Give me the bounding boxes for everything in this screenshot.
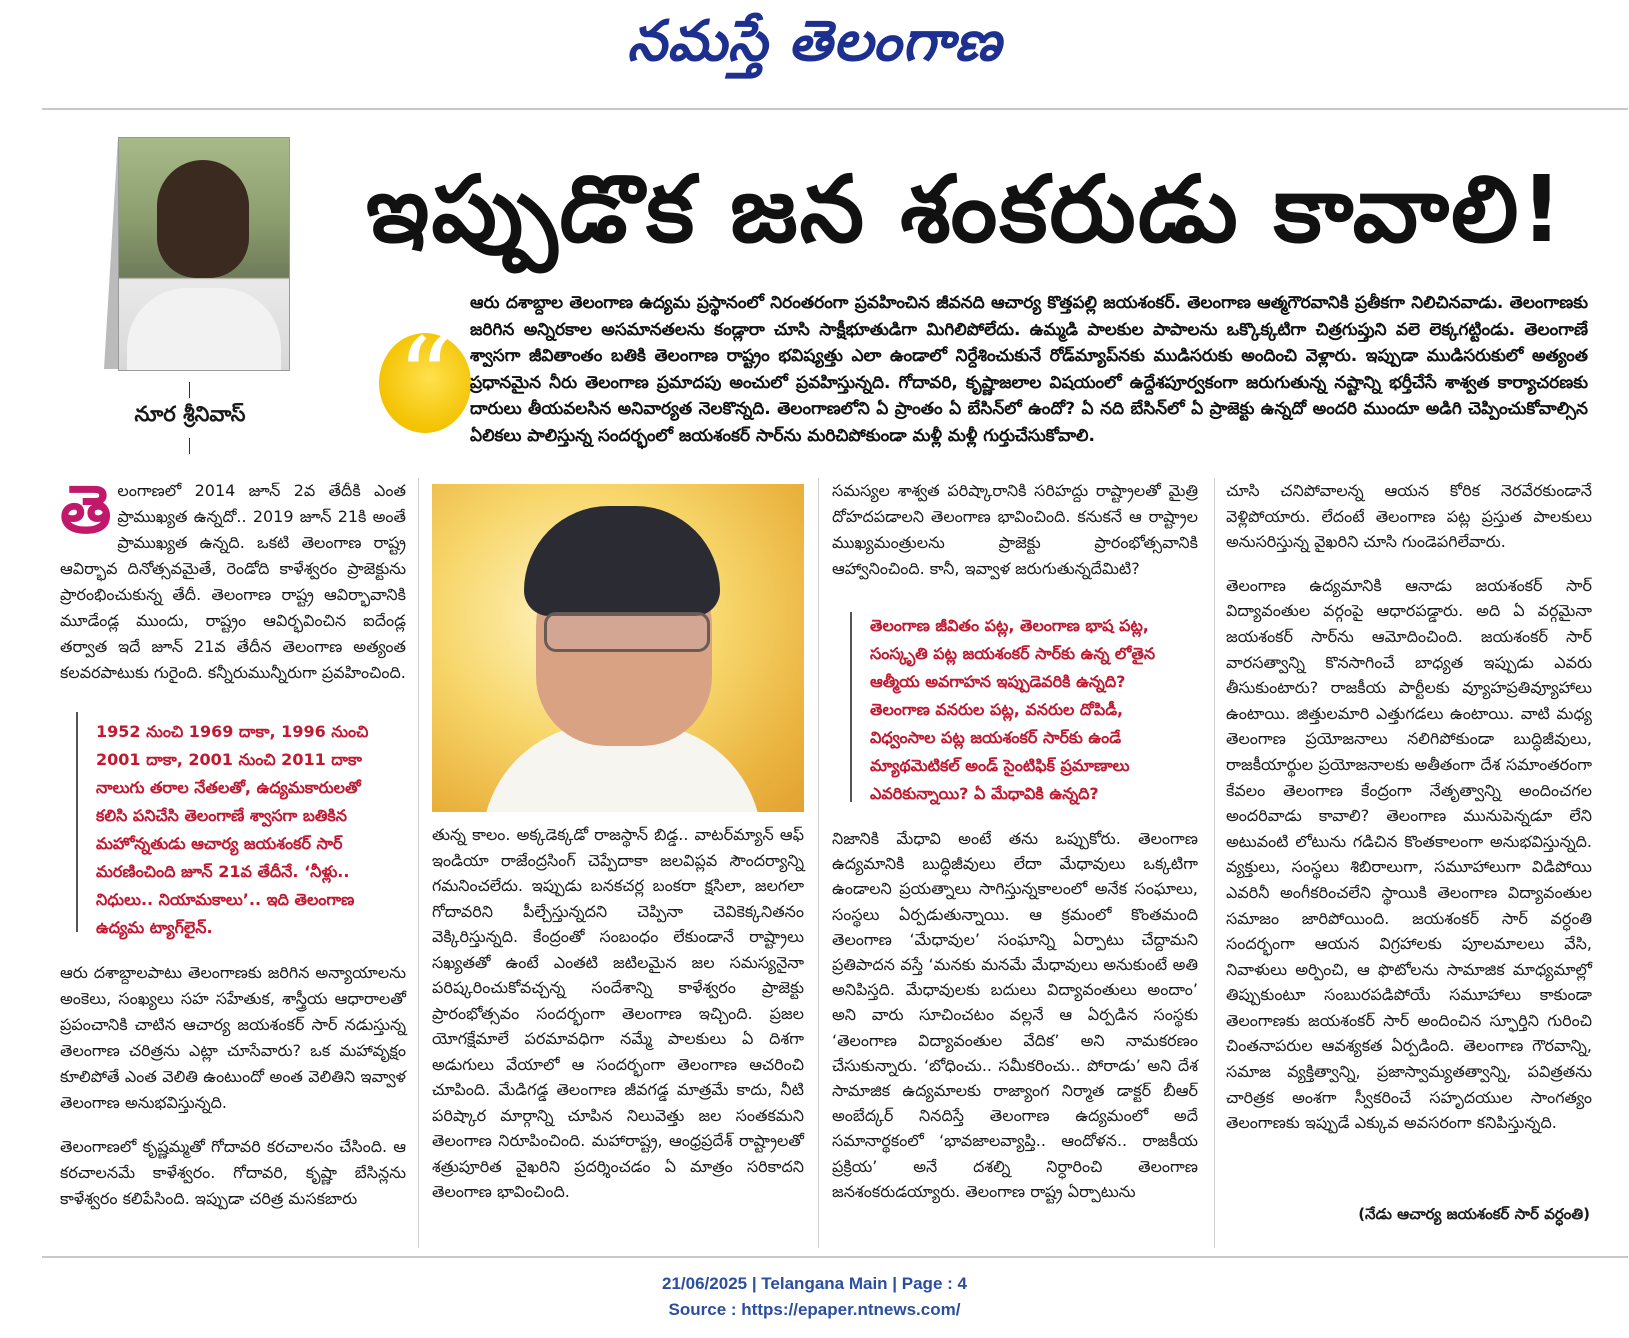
column-1-para-1-text: లంగాణలో 2014 జూన్ 2వ తేదీకి ఎంత ప్రాముఖ్యత ఉన్నదో.. 2019 జూన్ 21కి అంతే ప్రాముఖ్యత ఉన్నది. ఒకటి తెలంగాణ రాష్ట్ర ఆవిర్భావ దినోత్సవమైతే, రెండోది కాళేశ్వరం ప్రాజెక్టును ప్రారంభించుకున్న తేదీ. తెలంగాణ రాష్ట్ర ఆవిర్భావానికి మూడేండ్ల ముందు, రాష్ట్రం ఆవిర్భవించిన ఐదేండ్ల తర్వాత ఇదే జూన్ 21వ తేదీన తెలంగాణ అత్యంత కలవరపాటుకు గురైంది. కన్నీరుమున్నీరుగా ప్రవహించింది. — [60, 481, 406, 682]
masthead-logo: నమస్తే తెలంగాణ — [627, 8, 1002, 74]
photo-accent — [104, 137, 118, 369]
photo-glasses — [544, 612, 710, 652]
jayashankar-photo — [432, 484, 804, 812]
pullquote-bar-1 — [76, 712, 78, 932]
column-3-lower — [832, 826, 1198, 1222]
drop-cap: తె — [60, 470, 112, 548]
column-4 — [1226, 478, 1592, 1154]
headline: ఇప్పుడొక జన శంకరుడు కావాలి! — [366, 156, 1565, 263]
column-divider-2 — [818, 478, 819, 1248]
author-photo-head — [157, 160, 249, 278]
bottom-divider — [42, 1256, 1628, 1258]
column-1-para-1 — [60, 470, 406, 686]
photo-hair — [524, 506, 720, 616]
footer-edition: 21/06/2025 | Telangana Main | Page : 4 — [662, 1274, 967, 1293]
author-tick-bottom — [189, 438, 190, 454]
author-photo-shirt — [127, 288, 281, 371]
article-credit: (నేడు ఆచార్య జయశంకర్ సార్ వర్ధంతి) — [1358, 1205, 1590, 1223]
author-photo — [118, 137, 290, 371]
column-3-para-1: సమస్యల శాశ్వత పరిష్కారానికి సరిహద్దు రాష్ట్రాలతో మైత్రి దోహదపడాలని తెలంగాణ భావించింది. కనుకనే ఆ రాష్ట్రాల ముఖ్యమంత్రులను ప్రాజెక్టు ప్రారంభోత్సవానికి ఆహ్వానించింది. కానీ, ఇవ్వాళ జరుగుతున్నదేమిటి? — [832, 481, 1198, 578]
column-divider-1 — [418, 478, 419, 1248]
column-2 — [432, 822, 804, 1223]
pullquote-1: 1952 నుంచి 1969 దాకా, 1996 నుంచి 2001 దాకా, 2001 నుంచి 2011 దాకా నాలుగు తరాల నేతలతో, ఉద్యమకారులతో కలిసి పనిచేసి తెలంగాణే శ్వాసగా బతికిన మహోన్నతుడు ఆచార్య జయశంకర్ సార్ మరణించింది జూన్ 21వ తేదీనే. ‘నీళ్లు.. నిధులు.. నియామకాలు’.. ఇది తెలంగాణ ఉద్యమ ట్యాగ్‌లైన్. — [96, 722, 369, 937]
intro-paragraph: ఆరు దశాబ్దాల తెలంగాణ ఉద్యమ ప్రస్థానంలో నిరంతరంగా ప్రవహించిన జీవనది ఆచార్య కొత్తపల్లి జయశంకర్. తెలంగాణ ఆత్మగౌరవానికి ప్రతీకగా నిలిచినవాడు. తెలంగాణకు జరిగిన అన్నిరకాల అసమానతలను కండ్లారా చూసి సాక్షీభూతుడిగా మిగిలిపోలేదు. ఉమ్మడి పాలకుల పాపాలను ఒక్కొక్కటిగా చిత్రగుప్తుని వలె లెక్కగట్టిండు. తెలంగాణే శ్వాసగా జీవితాంతం బతికి తెలంగాణ రాష్ట్రం భవిష్యత్తు ఎలా ఉండాలో నిర్దేశించుకునే రోడ్‌మ్యాప్‌నకు ముడిసరుకు అందించి వెళ్లారు. ఇప్పుడా ముడిసరుకులో అత్యంత ప్రధానమైన నీరు తెలంగాణ ప్రమాదపు అంచులో ప్రవహిస్తున్నది. గోదావరి, కృష్ణాజలాల విషయంలో ఉద్దేశపూర్వకంగా జరుగుతున్న నష్టాన్ని భర్తీచేసే శాశ్వత కార్యాచరణకు దారులు తీయవలసిన అనివార్యత నెలకొన్నది. తెలంగాణలోని ఏ ప్రాంతం ఏ బేసిన్‌లో ఉందో? ఏ నది బేసిన్‌లో ఏ ప్రాజెక్టు ఉన్నదో అందరి ముందూ అడిగి చెప్పించుకోవాల్సిన ఏలికలు పాలిస్తున్న సందర్భంలో జయశంకర్ సార్‌ను మరిచిపోకుండా మళ్లీ మళ్లీ గుర్తుచేసుకోవాలి. — [470, 293, 1588, 446]
column-4-para-2: తెలంగాణ ఉద్యమానికి ఆనాడు జయశంకర్ సార్ విద్యావంతుల వర్గంపై ఆధారపడ్డారు. అది ఏ వర్గమైనా జయశంకర్ సార్‌ను ఆమోదించింది. జయశంకర్ సార్ వారసత్వాన్ని కొనసాగించే బాధ్యత ఇప్పుడు ఎవరు తీసుకుంటారు? రాజకీయ పార్టీలకు వ్యూహప్రతివ్యూహాలు ఉంటాయి. జిత్తులమారి ఎత్తుగడలు ఉంటాయి. వాటి మధ్య తెలంగాణ ప్రయోజనాలు నలిగిపోకుండా బుద్ధిజీవులు, రాజకీయార్థుల ప్రయోజనాలకు అతీతంగా దేశ సమాంతరంగా కేవలం తెలంగాణ కేంద్రంగా నేతృత్వాన్ని అందించగల అందరివాడు కావాలి? తెలంగాణ మునుపెన్నడూ లేని అటువంటి లోటును గడిచిన కొంతకాలంగా అనుభవిస్తున్నది. వ్యక్తులు, సంస్థలు శిబిరాలుగా, సమూహాలుగా విడిపోయి ఎవరినీ అంగీకరించలేని స్థాయికి తెలంగాణ విద్యావంతుల సమాజం జారిపోయింది. జయశంకర్ సార్ వర్ధంతి సందర్భంగా ఆయన విగ్రహాలకు పూలమాలలు వేసి, నివాళులు అర్పించి, ఆ ఫొటోలను సామాజిక మాధ్యమాల్లో తిప్పుకుంటూ సంబురపడిపోయే సమూహాలు కాకుండా తెలంగాణకు జయశంకర్ సార్ అందించిన స్ఫూర్తిని గురించి చింతనాపరుల ఆవశ్యకత ఏర్పడింది. తెలంగాణ గౌరవాన్ని, సమాజ వ్యక్తిత్వాన్ని, ప్రజాస్వామ్యతత్వాన్ని, పవిత్రతను చారిత్రక అంశగా స్వీకరించే సహృదయుల సాంగత్యం తెలంగాణకు ఇప్పుడే ఎక్కువ అవసరంగా కనిపిస్తున్నది. — [1226, 575, 1592, 1133]
column-4-para-1: చూసి చనిపోవాలన్న ఆయన కోరిక నెరవేరకుండానే వెళ్లిపోయారు. లేదంటే తెలంగాణ పట్ల ప్రస్తుత పాలకులు అనుసరిస్తున్న వైఖరిని చూసి గుండెపగిలేవారు. — [1226, 481, 1592, 552]
column-1 — [60, 470, 406, 704]
column-1-lower — [60, 960, 406, 1230]
column-1-para-3: తెలంగాణలో కృష్ణమ్మతో గోదావరి కరచాలనం చేసింది. ఆ కరచాలనమే కాళేశ్వరం. గోదావరి, కృష్ణా బేసిన్లను కాళేశ్వరం కలిపేసింది. ఇప్పుడా చరిత్ర మసకబారు — [60, 1137, 406, 1208]
author-name: నూర శ్రీనివాస్ — [134, 402, 246, 426]
author-tick-top — [189, 382, 190, 398]
pullquote-bar-2 — [850, 612, 852, 802]
column-2-para-1: తున్న కాలం. అక్కడెక్కడో రాజస్థాన్ బిడ్డ.. వాటర్‌మ్యాన్ ఆఫ్ ఇండియా రాజేంద్రసింగ్ చెప్పేదాకా జలవిప్లవ సౌందర్యాన్ని గమనించలేదు. ఇప్పుడు బనకచర్ల బంకరా క్షసిలా, జలగలా గోదావరిని పీల్చేస్తున్నదని చెప్పినా చెవికెక్కనితనం వెక్కిరిస్తున్నది. కేంద్రంతో సంబంధం లేకుండానే రాష్ట్రాలు సఖ్యతతో ఉంటే ఎంతటి జటిలమైన జల సమస్యనైనా పరిష్కరించుకోవచ్చన్న సందేశాన్ని కాళేశ్వరం ప్రాజెక్టు ప్రారంభోత్సవం సందర్భంగా తెలంగాణ ఇచ్చింది. ప్రజల యోగక్షేమాలే పరమావధిగా నమ్మే పాలకులు ఏ దిశగా అడుగులు వేయాలో ఆ సందర్భంగా తెలంగాణ ఆచరించి చూపింది. మేడిగడ్డ తెలంగాణ జీవగడ్డ మాత్రమే కాదు, నీటి పరిష్కార మార్గాన్ని చూపిన నిలువెత్తు జల సంతకమని తెలంగాణ నిరూపించింది. మహారాష్ట్ర, ఆంధ్రప్రదేశ్ రాష్ట్రాలతో శత్రుపూరిత వైఖరిని ప్రదర్శించడం ఏ మాత్రం సరికాదని తెలంగాణ భావించింది. — [432, 825, 804, 1201]
column-3-para-2: నిజానికి మేధావి అంటే తను ఒప్పుకోరు. తెలంగాణ ఉద్యమానికి బుద్ధిజీవులు లేదా మేధావులు ఒక్కటిగా ఉండాలని ప్రయత్నాలు సాగిస్తున్నకాలంలో అనేక సంఘాలు, సంస్థలు ఏర్పడుతున్నాయి. ఆ క్రమంలో కొంతమంది తెలంగాణ ‘మేధావుల’ సంఘాన్ని ఏర్పాటు చేద్దామని ప్రతిపాదన వస్తే ‘మనకు మనమే మేధావులు అనుకుంటే అతి అనిపిస్తది. మేధావులకు బదులు విద్యావంతులు అందాం’ అని వారు సూచించటం వల్లనే ఆ ఏర్పడిన సంస్థకు ‘తెలంగాణ విద్యావంతుల వేదిక’ అని నామకరణం చేసుకున్నారు. ‘బోధించు.. సమీకరించు.. పోరాడు’ అని దేశ సామాజిక ఉద్యమాలకు రాజ్యాంగ నిర్మాత డాక్టర్ బీఆర్ అంబేద్కర్ నినదిస్తే తెలంగాణ ఉద్యమంలో అదే సమానార్థకంలో ‘భావజాలవ్యాప్తి.. ఆందోళన.. రాజకీయ ప్రక్రియ’ అనే దశల్ని నిర్ధారించి తెలంగాణ జనశంకరుడయ్యారు. తెలంగాణ రాష్ట్ర ఏర్పాటును — [832, 829, 1198, 1201]
footer-source: Source : https://epaper.ntnews.com/ — [668, 1300, 961, 1319]
pullquote-2: తెలంగాణ జీవితం పట్ల, తెలంగాణ భాష పట్ల, సంస్కృతి పట్ల జయశంకర్ సార్‌కు ఉన్న లోతైన ఆత్మీయ అవగాహన ఇప్పుడెవరికి ఉన్నది? తెలంగాణ వనరుల పట్ల, వనరుల దోపిడీ, విధ్వంసాల పట్ల జయశంకర్ సార్‌కు ఉండే మ్యాథమెటికల్ అండ్ సైంటిఫిక్ ప్రమాణాలు ఎవరికున్నాయి? ఏ మేధావికి ఉన్నది? — [870, 616, 1156, 803]
column-3 — [832, 478, 1198, 600]
column-1-para-2: ఆరు దశాబ్దాలపాటు తెలంగాణకు జరిగిన అన్యాయాలను అంకెలు, సంఖ్యలు సహ సహేతుక, శాస్త్రీయ ఆధారాలతో ప్రపంచానికి చాటిన ఆచార్య జయశంకర్ సార్ నడుస్తున్న తెలంగాణ చరిత్రను ఎట్లా చూసేవారు? ఒక మహావృక్షం కూలిపోతే ఎంత వెలితి ఉంటుందో అంత వెలితిని ఇవ్వాళ తెలంగాణ అనుభవిస్తున్నది. — [60, 963, 406, 1112]
top-divider — [42, 108, 1628, 110]
column-divider-3 — [1214, 478, 1215, 1248]
quote-icon: “ — [379, 333, 471, 433]
